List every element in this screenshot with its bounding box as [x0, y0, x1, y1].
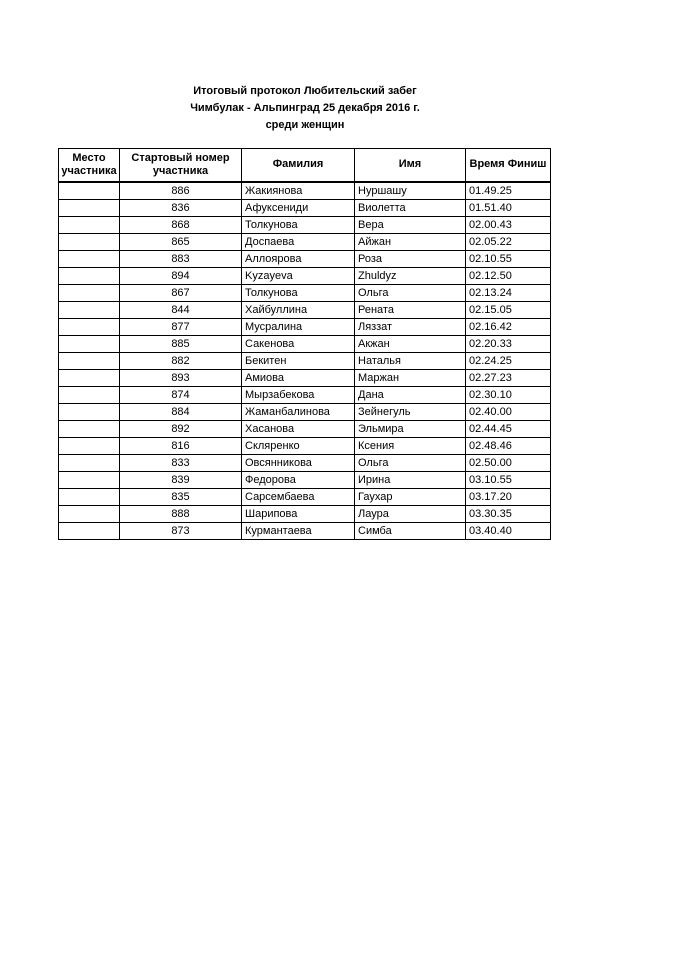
cell-last-name: Сакенова	[242, 335, 355, 352]
title-line-2: Чимбулак - Альпинград 25 декабря 2016 г.	[190, 102, 420, 114]
cell-last-name: Афуксениди	[242, 199, 355, 216]
cell-place	[59, 471, 120, 488]
cell-start-number: 885	[120, 335, 242, 352]
cell-last-name: Шарипова	[242, 505, 355, 522]
cell-first-name: Гаухар	[355, 488, 466, 505]
cell-place	[59, 386, 120, 403]
table-row	[59, 352, 551, 369]
cell-first-name: Симба	[355, 522, 466, 539]
cell-last-name: Доспаева	[242, 233, 355, 250]
cell-first-name: Нуршашу	[355, 182, 466, 200]
cell-finish-time: 01.51.40	[466, 199, 551, 216]
cell-start-number: 868	[120, 216, 242, 233]
table-row	[59, 471, 551, 488]
cell-first-name: Ксения	[355, 437, 466, 454]
table-row	[59, 386, 551, 403]
cell-place	[59, 267, 120, 284]
cell-place	[59, 403, 120, 420]
table-body	[59, 182, 551, 540]
table-row	[59, 284, 551, 301]
cell-finish-time: 02.12.50	[466, 267, 551, 284]
table-row	[59, 267, 551, 284]
cell-finish-time: 03.10.55	[466, 471, 551, 488]
cell-place	[59, 454, 120, 471]
table-row	[59, 505, 551, 522]
title-line-3: среди женщин	[265, 119, 345, 131]
cell-first-name: Акжан	[355, 335, 466, 352]
cell-place	[59, 250, 120, 267]
cell-place	[59, 488, 120, 505]
cell-place	[59, 284, 120, 301]
cell-last-name: Толкунова	[242, 284, 355, 301]
cell-finish-time: 02.00.43	[466, 216, 551, 233]
cell-place	[59, 233, 120, 250]
table-row	[59, 335, 551, 352]
cell-start-number: 836	[120, 199, 242, 216]
cell-last-name: Федорова	[242, 471, 355, 488]
cell-finish-time: 02.15.05	[466, 301, 551, 318]
cell-finish-time: 02.20.33	[466, 335, 551, 352]
cell-last-name: Хасанова	[242, 420, 355, 437]
cell-start-number: 874	[120, 386, 242, 403]
cell-first-name: Зейнегуль	[355, 403, 466, 420]
table-row	[59, 250, 551, 267]
cell-start-number: 873	[120, 522, 242, 539]
cell-finish-time: 02.27.23	[466, 369, 551, 386]
results-table	[58, 148, 551, 540]
cell-finish-time: 03.30.35	[466, 505, 551, 522]
cell-last-name: Сарсембаева	[242, 488, 355, 505]
cell-start-number: 835	[120, 488, 242, 505]
cell-last-name: Мырзабекова	[242, 386, 355, 403]
cell-start-number: 865	[120, 233, 242, 250]
table-row	[59, 233, 551, 250]
cell-finish-time: 02.44.45	[466, 420, 551, 437]
cell-start-number: 892	[120, 420, 242, 437]
table-row	[59, 420, 551, 437]
cell-last-name: Аллоярова	[242, 250, 355, 267]
cell-start-number: 833	[120, 454, 242, 471]
table-row	[59, 369, 551, 386]
cell-place	[59, 199, 120, 216]
cell-finish-time: 02.50.00	[466, 454, 551, 471]
table-row	[59, 522, 551, 539]
column-header-start-number: Стартовый номер участника	[120, 149, 242, 182]
cell-place	[59, 437, 120, 454]
cell-first-name: Ирина	[355, 471, 466, 488]
cell-first-name: Маржан	[355, 369, 466, 386]
table-row	[59, 437, 551, 454]
cell-start-number: 877	[120, 318, 242, 335]
cell-first-name: Рената	[355, 301, 466, 318]
table-row	[59, 216, 551, 233]
cell-first-name: Ольга	[355, 454, 466, 471]
cell-place	[59, 369, 120, 386]
cell-last-name: Жаманбалинова	[242, 403, 355, 420]
cell-first-name: Айжан	[355, 233, 466, 250]
cell-finish-time: 03.40.40	[466, 522, 551, 539]
cell-start-number: 886	[120, 182, 242, 200]
cell-first-name: Вера	[355, 216, 466, 233]
cell-first-name: Ольга	[355, 284, 466, 301]
cell-last-name: Жакиянова	[242, 182, 355, 200]
column-header-place: Место участника	[59, 149, 120, 182]
column-header-last-name: Фамилия	[242, 149, 355, 182]
cell-first-name: Эльмира	[355, 420, 466, 437]
cell-finish-time: 02.30.10	[466, 386, 551, 403]
cell-place	[59, 301, 120, 318]
cell-last-name: Мусралина	[242, 318, 355, 335]
cell-start-number: 893	[120, 369, 242, 386]
cell-place	[59, 182, 120, 200]
cell-first-name: Лаура	[355, 505, 466, 522]
cell-finish-time: 02.40.00	[466, 403, 551, 420]
cell-start-number: 894	[120, 267, 242, 284]
cell-last-name: Хайбуллина	[242, 301, 355, 318]
cell-finish-time: 02.13.24	[466, 284, 551, 301]
cell-place	[59, 522, 120, 539]
cell-place	[59, 216, 120, 233]
title-line-1: Итоговый протокол Любительский забег	[193, 85, 417, 97]
cell-last-name: Скляренко	[242, 437, 355, 454]
cell-finish-time: 02.16.42	[466, 318, 551, 335]
column-header-finish-time: Время Финиш	[466, 149, 551, 182]
cell-start-number: 867	[120, 284, 242, 301]
cell-place	[59, 352, 120, 369]
cell-finish-time: 02.10.55	[466, 250, 551, 267]
cell-first-name: Дана	[355, 386, 466, 403]
table-row	[59, 182, 551, 200]
cell-start-number: 883	[120, 250, 242, 267]
cell-start-number: 839	[120, 471, 242, 488]
cell-first-name: Ляззат	[355, 318, 466, 335]
table-row	[59, 403, 551, 420]
cell-last-name: Kyzayeva	[242, 267, 355, 284]
cell-first-name: Zhuldyz	[355, 267, 466, 284]
table-row	[59, 454, 551, 471]
column-header-first-name: Имя	[355, 149, 466, 182]
cell-start-number: 844	[120, 301, 242, 318]
document-title	[170, 83, 440, 134]
cell-first-name: Виолетта	[355, 199, 466, 216]
cell-last-name: Овсянникова	[242, 454, 355, 471]
cell-start-number: 882	[120, 352, 242, 369]
cell-finish-time: 02.24.25	[466, 352, 551, 369]
cell-last-name: Амиова	[242, 369, 355, 386]
cell-last-name: Толкунова	[242, 216, 355, 233]
table-row	[59, 199, 551, 216]
cell-start-number: 888	[120, 505, 242, 522]
cell-place	[59, 335, 120, 352]
cell-finish-time: 03.17.20	[466, 488, 551, 505]
table-row	[59, 318, 551, 335]
table-header-row	[59, 149, 551, 182]
cell-place	[59, 318, 120, 335]
cell-start-number: 884	[120, 403, 242, 420]
cell-last-name: Бекитен	[242, 352, 355, 369]
cell-first-name: Наталья	[355, 352, 466, 369]
cell-first-name: Роза	[355, 250, 466, 267]
cell-finish-time: 02.05.22	[466, 233, 551, 250]
cell-finish-time: 02.48.46	[466, 437, 551, 454]
table-row	[59, 488, 551, 505]
cell-last-name: Курмантаева	[242, 522, 355, 539]
cell-finish-time: 01.49.25	[466, 182, 551, 200]
cell-start-number: 816	[120, 437, 242, 454]
table-row	[59, 301, 551, 318]
cell-place	[59, 420, 120, 437]
cell-place	[59, 505, 120, 522]
